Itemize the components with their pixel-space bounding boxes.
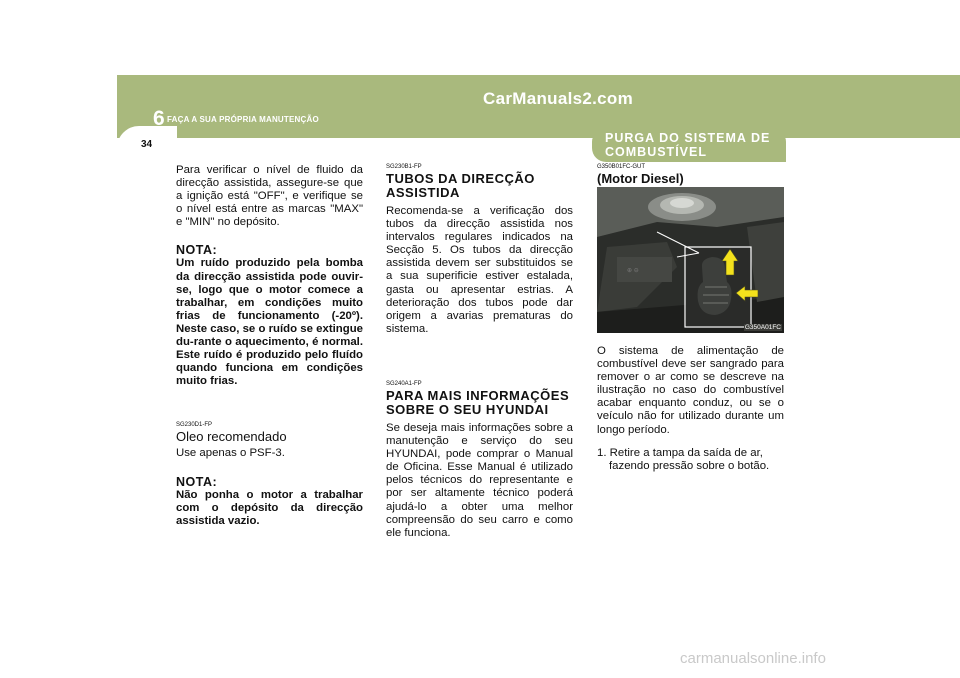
column-right-body <box>597 345 784 473</box>
footer-watermark[interactable]: carmanualsonline.info <box>680 650 826 667</box>
nota-heading: NOTA: <box>176 243 218 258</box>
column-left <box>176 164 363 528</box>
intro-paragraph: Para verificar o nível de fluido da direcção assistida, assegure-se que a ignição está "OFF", e verifique se o nível está entre as marcas "MAX" e "MIN" no depósito. <box>176 164 363 229</box>
info-text: Se deseja mais informações sobre a manutenção e serviço do seu HYUNDAI, pode comprar o Manual de Oficina. Esse Manual é utilizado pelos técnicos do representante e por ser altamente técnico poderá ajudá-lo a obter uma melhor compreensão do seu carro e como ele funciona. <box>386 421 573 539</box>
column-middle <box>386 164 573 540</box>
section-code: SG240A1-FP <box>386 380 422 387</box>
chapter-number: 6 <box>153 107 165 130</box>
engine-photo <box>597 187 784 333</box>
hoses-heading: TUBOS DA DIRECÇÃO ASSISTIDA <box>386 171 535 200</box>
chapter-title: FAÇA A SUA PRÓPRIA MANUTENÇÃO <box>167 115 319 124</box>
nota-heading: NOTA: <box>176 474 218 489</box>
svg-text:⊕ ⊖: ⊕ ⊖ <box>627 268 639 274</box>
nota-text: Não ponha o motor a trabalhar com o depósito da direcção assistida vazio. <box>176 488 363 527</box>
bleeding-text: O sistema de alimentação de combustível deve ser sangrado para remover o ar como se descreve na ilustração no caso do combustível acabar enquanto conduz, ou se o veículo não for utilizado durante um longo período. <box>597 345 784 436</box>
section-code: SG230B1-FP <box>386 164 422 170</box>
section-code: SG230D1-FP <box>176 422 213 429</box>
oil-text: Use apenas o PSF-3. <box>176 447 285 460</box>
page-number: 34 <box>141 139 153 150</box>
section-title: PURGA DO SISTEMA DE COMBUSTÍVEL <box>605 131 771 159</box>
engine-illustration <box>597 187 784 333</box>
hoses-text: Recomenda-se a verificação dos tubos da direcção assistida nos intervalos regulares indicados na Secção 5. Os tubos da direcção assistida devem ser substituidos se a sua superificie estiver estalada, gasta ou apresentar estrias. A deterioração dos tubos pode dar origem a avarias prematuras do sistema. <box>386 205 573 335</box>
watermark-link[interactable]: CarManuals2.com <box>483 89 633 108</box>
figure-label: G350A01FC <box>744 324 781 331</box>
nota-text: Um ruído produzido pela bomba da direcção assistida pode ouvir-se, logo que o motor comece a trabalhar, em condições muito frias de funcionamento (-20º). Neste caso, se o ruído se extingue du-rante o aquecimento, é normal. Este ruído é produzido pelo fluído quando funciona em condições muito frias. <box>176 257 363 388</box>
step-1: 1. Retire a tampa da saída de ar, fazendo pressão sobre o botão. <box>597 446 770 472</box>
column-right <box>597 164 784 186</box>
header-rule <box>117 135 960 138</box>
info-heading: PARA MAIS INFORMAÇÕES SOBRE O SEU HYUNDAI <box>386 387 570 417</box>
oil-heading: Oleo recomendado <box>176 429 287 445</box>
section-code: G350B01FC-GUT <box>597 164 646 170</box>
diesel-heading: (Motor Diesel) <box>597 171 684 186</box>
